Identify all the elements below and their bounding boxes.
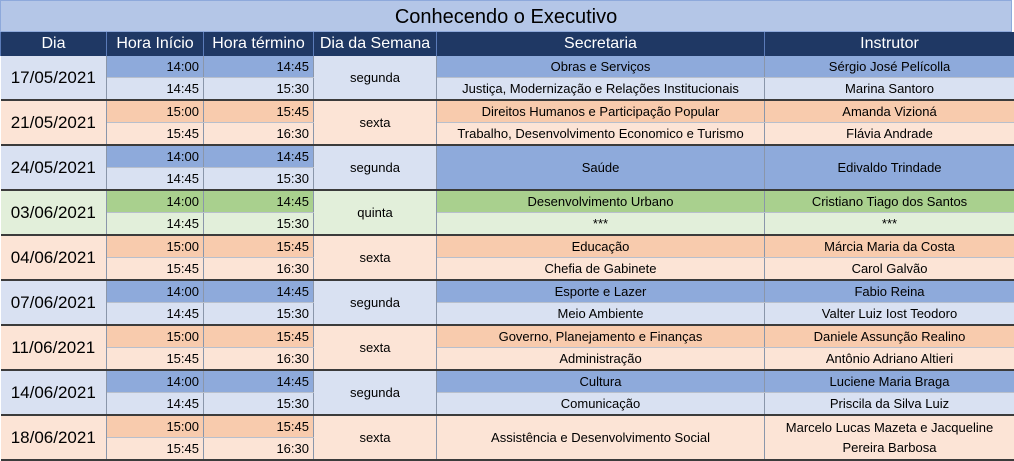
header-row	[1, 32, 1014, 56]
cell-date[interactable]: 03/06/2021	[1, 190, 107, 235]
cell-date[interactable]: 17/05/2021	[1, 56, 107, 100]
schedule-table	[0, 32, 1014, 461]
cell-end-time[interactable]: 16:30	[204, 438, 314, 461]
cell-end-time[interactable]: 15:30	[204, 78, 314, 101]
cell-start-time[interactable]: 14:00	[107, 145, 204, 168]
table-row	[1, 393, 1014, 416]
cell-end-time[interactable]: 15:30	[204, 213, 314, 236]
cell-start-time[interactable]: 15:45	[107, 348, 204, 371]
cell-end-time[interactable]: 15:30	[204, 303, 314, 326]
cell-secretaria[interactable]: Administração	[437, 348, 765, 371]
cell-start-time[interactable]: 14:00	[107, 56, 204, 78]
cell-instrutor[interactable]: Antônio Adriano Altieri	[765, 348, 1014, 371]
cell-date[interactable]: 21/05/2021	[1, 100, 107, 145]
cell-instrutor[interactable]: Carol Galvão	[765, 258, 1014, 281]
cell-instrutor[interactable]: Daniele Assunção Realino	[765, 325, 1014, 348]
cell-start-time[interactable]: 14:00	[107, 190, 204, 213]
cell-start-time[interactable]: 15:00	[107, 235, 204, 258]
table-row	[1, 415, 1014, 438]
cell-secretaria[interactable]: Esporte e Lazer	[437, 280, 765, 303]
cell-instrutor[interactable]: Cristiano Tiago dos Santos	[765, 190, 1014, 213]
cell-weekday[interactable]: sexta	[314, 415, 437, 460]
schedule-body	[1, 56, 1014, 460]
cell-instrutor[interactable]: Marcelo Lucas Mazeta e Jacqueline Pereira Barbosa	[765, 415, 1014, 460]
cell-instrutor[interactable]: Sérgio José Pelícolla	[765, 56, 1014, 78]
cell-secretaria[interactable]: Cultura	[437, 370, 765, 393]
table-row	[1, 56, 1014, 78]
table-row	[1, 370, 1014, 393]
sheet-title[interactable]: Conhecendo o Executivo	[0, 0, 1012, 32]
cell-instrutor[interactable]: Edivaldo Trindade	[765, 145, 1014, 190]
cell-weekday[interactable]: segunda	[314, 370, 437, 415]
cell-weekday[interactable]: sexta	[314, 100, 437, 145]
cell-end-time[interactable]: 16:30	[204, 258, 314, 281]
cell-secretaria[interactable]: Direitos Humanos e Participação Popular	[437, 100, 765, 123]
table-row	[1, 123, 1014, 146]
cell-instrutor[interactable]: Priscila da Silva Luiz	[765, 393, 1014, 416]
cell-end-time[interactable]: 15:45	[204, 235, 314, 258]
cell-date[interactable]: 11/06/2021	[1, 325, 107, 370]
cell-secretaria[interactable]: Chefia de Gabinete	[437, 258, 765, 281]
cell-end-time[interactable]: 15:30	[204, 393, 314, 416]
cell-secretaria[interactable]: Justiça, Modernização e Relações Institucionais	[437, 78, 765, 101]
cell-instrutor[interactable]: Flávia Andrade	[765, 123, 1014, 146]
table-row	[1, 235, 1014, 258]
cell-start-time[interactable]: 14:45	[107, 303, 204, 326]
cell-start-time[interactable]: 14:45	[107, 213, 204, 236]
cell-instrutor[interactable]: Amanda Vizioná	[765, 100, 1014, 123]
col-header-instrutor[interactable]: Instrutor	[765, 32, 1014, 56]
col-header-hora-termino[interactable]: Hora término	[204, 32, 314, 56]
cell-secretaria[interactable]: ***	[437, 213, 765, 236]
col-header-hora-inicio[interactable]: Hora Início	[107, 32, 204, 56]
cell-date[interactable]: 18/06/2021	[1, 415, 107, 460]
col-header-dia[interactable]: Dia	[1, 32, 107, 56]
cell-start-time[interactable]: 15:45	[107, 123, 204, 146]
cell-start-time[interactable]: 15:00	[107, 325, 204, 348]
cell-end-time[interactable]: 14:45	[204, 190, 314, 213]
table-row	[1, 303, 1014, 326]
table-row	[1, 348, 1014, 371]
col-header-dia-semana[interactable]: Dia da Semana	[314, 32, 437, 56]
cell-weekday[interactable]: quinta	[314, 190, 437, 235]
cell-end-time[interactable]: 15:30	[204, 168, 314, 191]
cell-end-time[interactable]: 15:45	[204, 100, 314, 123]
cell-start-time[interactable]: 14:00	[107, 280, 204, 303]
cell-date[interactable]: 07/06/2021	[1, 280, 107, 325]
cell-end-time[interactable]: 16:30	[204, 348, 314, 371]
cell-instrutor[interactable]: Valter Luiz Iost Teodoro	[765, 303, 1014, 326]
cell-end-time[interactable]: 14:45	[204, 280, 314, 303]
cell-secretaria[interactable]: Governo, Planejamento e Finanças	[437, 325, 765, 348]
cell-secretaria[interactable]: Desenvolvimento Urbano	[437, 190, 765, 213]
cell-secretaria[interactable]: Meio Ambiente	[437, 303, 765, 326]
cell-secretaria[interactable]: Assistência e Desenvolvimento Social	[437, 415, 765, 460]
cell-weekday[interactable]: segunda	[314, 56, 437, 100]
cell-start-time[interactable]: 14:45	[107, 393, 204, 416]
cell-instrutor[interactable]: Marina Santoro	[765, 78, 1014, 101]
cell-instrutor[interactable]: Luciene Maria Braga	[765, 370, 1014, 393]
cell-instrutor[interactable]: ***	[765, 213, 1014, 236]
cell-date[interactable]: 04/06/2021	[1, 235, 107, 280]
col-header-secretaria[interactable]: Secretaria	[437, 32, 765, 56]
table-row	[1, 258, 1014, 281]
cell-instrutor[interactable]: Fabio Reina	[765, 280, 1014, 303]
table-row	[1, 280, 1014, 303]
table-row	[1, 213, 1014, 236]
cell-start-time[interactable]: 15:00	[107, 100, 204, 123]
table-row	[1, 78, 1014, 101]
cell-weekday[interactable]: sexta	[314, 235, 437, 280]
cell-start-time[interactable]: 15:45	[107, 258, 204, 281]
cell-secretaria[interactable]: Saúde	[437, 145, 765, 190]
cell-end-time[interactable]: 14:45	[204, 370, 314, 393]
cell-start-time[interactable]: 14:45	[107, 78, 204, 101]
cell-start-time[interactable]: 15:45	[107, 438, 204, 461]
cell-secretaria[interactable]: Comunicação	[437, 393, 765, 416]
cell-secretaria[interactable]: Educação	[437, 235, 765, 258]
table-row	[1, 145, 1014, 168]
cell-start-time[interactable]: 15:00	[107, 415, 204, 438]
cell-weekday[interactable]: segunda	[314, 280, 437, 325]
cell-end-time[interactable]: 16:30	[204, 123, 314, 146]
cell-instrutor[interactable]: Márcia Maria da Costa	[765, 235, 1014, 258]
cell-secretaria[interactable]: Trabalho, Desenvolvimento Economico e Turismo	[437, 123, 765, 146]
cell-weekday[interactable]: segunda	[314, 145, 437, 190]
cell-start-time[interactable]: 14:45	[107, 168, 204, 191]
cell-end-time[interactable]: 15:45	[204, 415, 314, 438]
table-row	[1, 100, 1014, 123]
cell-date[interactable]: 14/06/2021	[1, 370, 107, 415]
cell-end-time[interactable]: 14:45	[204, 145, 314, 168]
cell-weekday[interactable]: sexta	[314, 325, 437, 370]
table-row	[1, 190, 1014, 213]
cell-end-time[interactable]: 14:45	[204, 56, 314, 78]
cell-secretaria[interactable]: Obras e Serviços	[437, 56, 765, 78]
table-row	[1, 325, 1014, 348]
cell-end-time[interactable]: 15:45	[204, 325, 314, 348]
cell-start-time[interactable]: 14:00	[107, 370, 204, 393]
cell-date[interactable]: 24/05/2021	[1, 145, 107, 190]
